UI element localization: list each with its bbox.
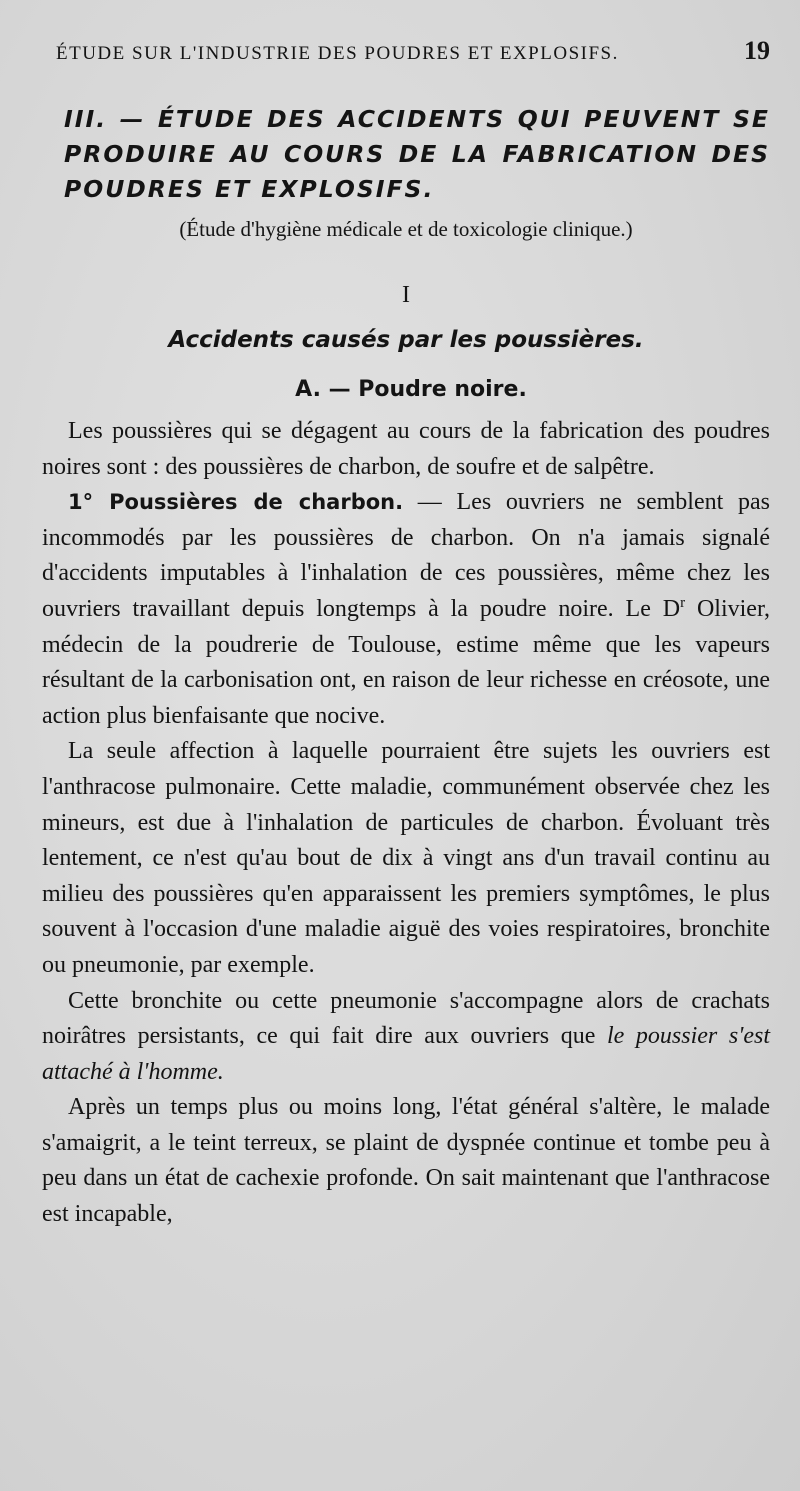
page-number: 19 — [744, 36, 770, 65]
paragraph-text: Cette bronchite ou cette pneumonie s'accompagne alors de crachats noirâtres persistants, ce qui fait dire aux ouvriers que — [42, 987, 770, 1050]
paragraph-text: La seule affection à laquelle pourraient être sujets les ouvriers est l'anthracose pulmonaire. Cette maladie, communément observée chez les mineurs, est due à l'inhalation de particules de charbon. Évoluant très lentement, ce n'est qu'au bout de dix à vingt ans d'un travail continu au milieu des poussières qu'en apparaissent les premiers symptômes, le plus souvent à l'occasion d'une maladie aiguë des voies respiratoires, bronchite ou pneumonie, par exemple. — [42, 738, 770, 978]
chapter-subtitle: (Étude d'hygiène médicale et de toxicologie clinique.) — [179, 217, 633, 241]
italic-quote: le poussier s'est attaché à l'homme. — [42, 1023, 770, 1085]
superscript: r — [680, 594, 686, 611]
section-number: I — [402, 282, 410, 308]
paragraph — [42, 734, 770, 983]
body-text — [42, 414, 770, 1233]
paragraph — [42, 1090, 770, 1232]
paragraph-run-in-heading: 1° Poussières de charbon. — [68, 490, 404, 515]
subsection-title: A. — Poudre noire. — [295, 377, 527, 402]
paragraph-text: Olivier, médecin de la poudrerie de Toulouse, estime même que les vapeurs résultant de la carbonisation ont, en raison de leur richesse en créosote, une action plus bienfaisante que nocive. — [42, 595, 770, 729]
paragraph-text: Après un temps plus ou moins long, l'état général s'altère, le malade s'amaigrit, a le teint terreux, se plaint de dyspnée continue et tombe peu à peu dans un état de cachexie profonde. On sait maintenant que l'anthracose est incapable, — [42, 1094, 770, 1228]
running-title: ÉTUDE SUR L'INDUSTRIE DES POUDRES ET EXPLOSIFS. — [56, 43, 619, 64]
paragraph — [42, 984, 770, 1091]
paragraph — [42, 414, 770, 485]
section-title: Accidents causés par les poussières. — [168, 327, 644, 353]
chapter-title: III. — ÉTUDE DES ACCIDENTS QUI PEUVENT SE PRODUIRE AU COURS DE LA FABRICATION DES POUDRES ET EXPLOSIFS. — [64, 105, 770, 203]
paragraph-text: Les poussières qui se dégagent au cours de la fabrication des poudres noires sont : des poussières de charbon, de soufre et de salpêtre. — [42, 418, 770, 480]
paragraph — [42, 485, 770, 734]
running-header — [56, 36, 770, 66]
paragraph-text: — Les ouvriers ne semblent pas incommodés par les poussières de charbon. On n'a jamais signalé d'accidents imputables à l'inhalation de ces poussières, même chez les ouvriers travaillant depuis longtemps à la poudre noire. Le D — [42, 489, 770, 622]
